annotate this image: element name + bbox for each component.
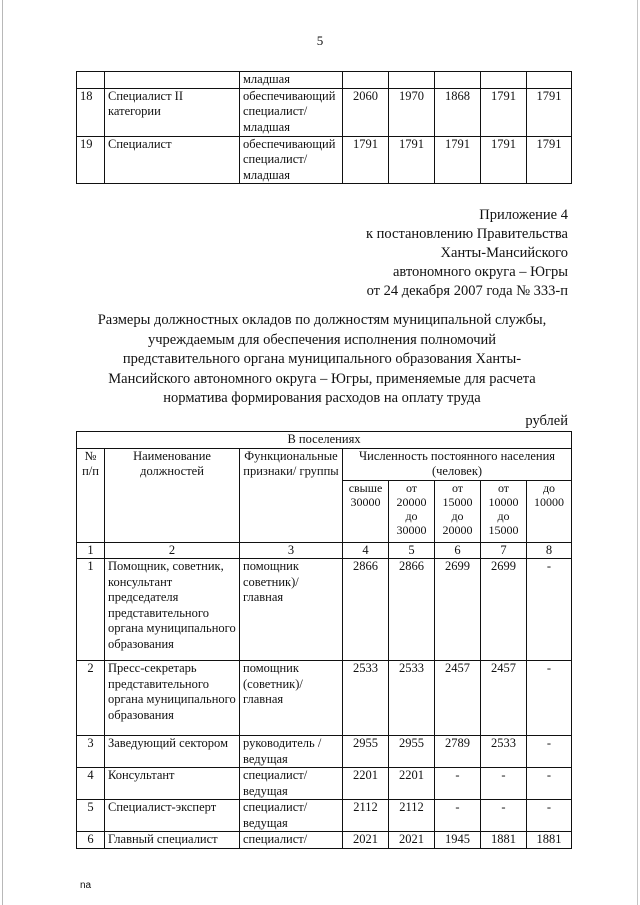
row-number: 6 [77, 832, 105, 849]
col-subheader: свыше 30000 [343, 480, 389, 542]
salary-cell: - [527, 800, 572, 832]
salary-cell: 2533 [343, 661, 389, 736]
main-salary-table [76, 431, 572, 849]
table-row [77, 800, 572, 832]
salary-cell [343, 72, 389, 89]
position-group: специалист/ведущая [240, 768, 343, 800]
salary-cell: 1791 [527, 88, 572, 136]
col-subheader: от 20000 до 30000 [389, 480, 435, 542]
position-name: Специалист [105, 136, 240, 184]
page-edge-right [637, 0, 638, 905]
salary-cell: - [527, 559, 572, 661]
top-salary-table [76, 71, 572, 184]
position-group: специалист/ведущая [240, 800, 343, 832]
column-index-row [77, 542, 572, 559]
salary-cell: 2955 [343, 736, 389, 768]
position-group: обеспечивающий специалист/ младшая [240, 136, 343, 184]
salary-cell: 2112 [343, 800, 389, 832]
section-header-row [77, 432, 572, 449]
table-row [77, 559, 572, 661]
position-group: младшая [240, 72, 343, 89]
heading-line: представительного органа муниципального образования Ханты- [122, 351, 522, 367]
salary-cell [481, 72, 527, 89]
appendix-line: от 24 декабря 2007 года № 333-п [366, 283, 568, 299]
salary-cell: - [435, 768, 481, 800]
col-index: 5 [389, 542, 435, 559]
salary-cell: 2955 [389, 736, 435, 768]
salary-cell: 1945 [435, 832, 481, 849]
heading-line: Размеры должностных окладов по должностям муниципальной службы, [97, 312, 547, 328]
salary-cell: 2112 [389, 800, 435, 832]
salary-cell: 2699 [481, 559, 527, 661]
row-number: 5 [77, 800, 105, 832]
salary-cell: 1881 [527, 832, 572, 849]
appendix-reference [300, 206, 568, 301]
position-name: Пресс-секретарь представительного органа муниципального образования [105, 661, 240, 736]
page-edge-left [2, 0, 3, 905]
salary-cell: 2201 [389, 768, 435, 800]
col-header-number: № п/п [77, 448, 105, 542]
col-header-name: Наименование должностей [105, 448, 240, 542]
position-group: специалист/ [240, 832, 343, 849]
page-number: 5 [316, 33, 324, 48]
salary-cell: 2866 [389, 559, 435, 661]
row-number: 1 [77, 559, 105, 661]
heading-line: Мансийского автономного округа – Югры, применяемые для расчета [108, 370, 536, 387]
section-title: В поселениях [77, 432, 572, 449]
position-name: Главный специалист [105, 832, 240, 849]
col-index: 4 [343, 542, 389, 559]
salary-cell: 1791 [527, 136, 572, 184]
row-number: 18 [77, 88, 105, 136]
position-group: руководитель /ведущая [240, 736, 343, 768]
salary-cell: 2457 [481, 661, 527, 736]
salary-cell: - [527, 661, 572, 736]
currency-unit: рублей [525, 413, 568, 429]
position-name: Специалист II категории [105, 88, 240, 136]
salary-cell: 2021 [389, 832, 435, 849]
table-row [77, 661, 572, 736]
salary-cell: 2533 [481, 736, 527, 768]
heading-line: норматива формирования расходов на оплату труда [163, 390, 481, 406]
col-header-population: Численность постоянного населения (человек) [343, 448, 572, 480]
row-number: 2 [77, 661, 105, 736]
col-index: 1 [77, 542, 105, 559]
salary-cell: - [435, 800, 481, 832]
salary-cell: 2457 [435, 661, 481, 736]
salary-cell: 2201 [343, 768, 389, 800]
salary-cell: 1791 [435, 136, 481, 184]
salary-cell: 1970 [389, 88, 435, 136]
col-index: 8 [527, 542, 572, 559]
footer-mark: na [80, 880, 92, 891]
position-name: Специалист-эксперт [105, 800, 240, 832]
col-header-func: Функциональные признаки/ группы [240, 448, 343, 542]
salary-cell: - [527, 768, 572, 800]
header-row [77, 448, 572, 480]
table-row [77, 136, 572, 184]
position-name [105, 72, 240, 89]
row-number: 4 [77, 768, 105, 800]
position-group: обеспечивающий специалист/ младшая [240, 88, 343, 136]
salary-cell: - [481, 768, 527, 800]
salary-cell [527, 72, 572, 89]
row-number: 19 [77, 136, 105, 184]
salary-cell: 1881 [481, 832, 527, 849]
table-row [77, 88, 572, 136]
table-row [77, 736, 572, 768]
position-name: Помощник, советник, консультант председателя представительного органа муниципального образования [105, 559, 240, 661]
salary-cell: 2789 [435, 736, 481, 768]
salary-cell: 1791 [389, 136, 435, 184]
salary-cell: 2533 [389, 661, 435, 736]
position-group: помощник (советник)/ главная [240, 661, 343, 736]
row-number: 3 [77, 736, 105, 768]
col-subheader: от 15000 до 20000 [435, 480, 481, 542]
salary-cell: 1791 [481, 136, 527, 184]
salary-cell: 2866 [343, 559, 389, 661]
col-index: 6 [435, 542, 481, 559]
position-name: Заведующий сектором [105, 736, 240, 768]
position-group: помощник советник)/ главная [240, 559, 343, 661]
salary-cell [389, 72, 435, 89]
salary-cell: 2699 [435, 559, 481, 661]
col-index: 3 [240, 542, 343, 559]
position-name: Консультант [105, 768, 240, 800]
table-row [77, 768, 572, 800]
col-index: 2 [105, 542, 240, 559]
table-row [77, 832, 572, 849]
appendix-line: к постановлению Правительства [366, 226, 568, 242]
salary-cell: 1791 [481, 88, 527, 136]
appendix-title: Приложение 4 [479, 207, 568, 223]
table-row [77, 72, 572, 89]
salary-cell: 1868 [435, 88, 481, 136]
salary-cell: 2021 [343, 832, 389, 849]
salary-cell: - [527, 736, 572, 768]
appendix-line: автономного округа – Югры [392, 264, 568, 280]
col-index: 7 [481, 542, 527, 559]
heading-line: учреждаемым для обеспечения исполнения полномочий [147, 331, 497, 348]
col-subheader: от 10000 до 15000 [481, 480, 527, 542]
salary-cell: 1791 [343, 136, 389, 184]
appendix-line: Ханты-Мансийского [440, 245, 568, 261]
row-number [77, 72, 105, 89]
salary-cell: - [481, 800, 527, 832]
document-heading [66, 311, 578, 409]
salary-cell: 2060 [343, 88, 389, 136]
col-subheader: до 10000 [527, 480, 572, 542]
salary-cell [435, 72, 481, 89]
